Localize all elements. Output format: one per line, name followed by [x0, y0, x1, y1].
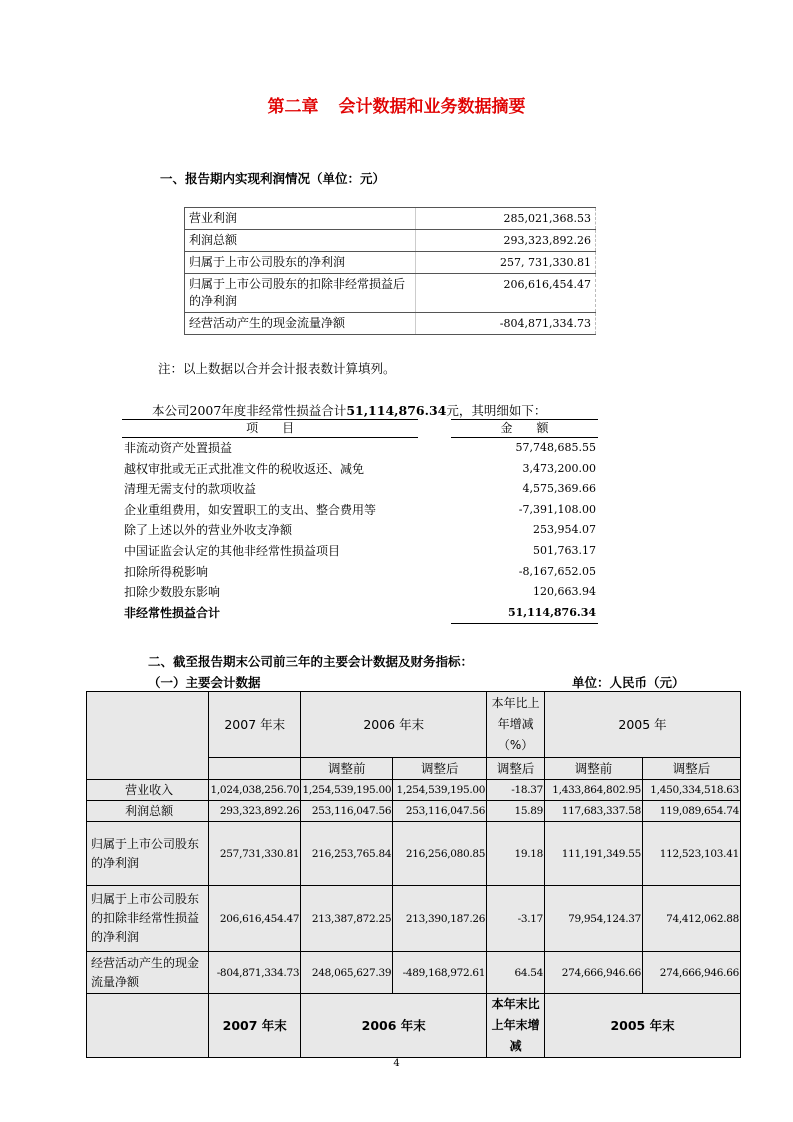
table-row: 除了上述以外的营业外收支净额 253,954.07 [124, 523, 596, 538]
table-row: 中国证监会认定的其他非经常性损益项目 501,763.17 [124, 543, 596, 558]
table-row: 归属于上市公司股东的净利润 257, 731,330.81 [185, 252, 596, 274]
subsection-heading: （一）主要会计数据 [148, 675, 261, 690]
table-row: 越权审批或无正式批准文件的税收返还、减免 3,473,200.00 [124, 461, 596, 476]
table-row: 利润总额 293,323,892.26 253,116,047.56 253,116,047.56 15.89 117,683,337.58 119,089,654.74 [87, 801, 741, 822]
table-footer-header: 2007 年末 2006 年末 本年末比上年末增减 2005 年末 [87, 994, 741, 1058]
section2-heading: 二、截至报告期末公司前三年的主要会计数据及财务指标： [148, 654, 474, 669]
table-row: 经营活动产生的现金流量净额 -804,871,334.73 248,065,627.39 -489,168,972.61 64.54 274,666,946.66 274,666,946.66 [87, 952, 741, 994]
chapter-title [0, 92, 793, 117]
table-row: 营业利润 285,021,368.53 [185, 208, 596, 230]
nonrecurring-table [122, 419, 598, 624]
table-row: 非流动资产处置损益 57,748,685.55 [124, 441, 596, 455]
table-row: 营业收入 1,024,038,256.70 1,254,539,195.00 1,254,539,195.00 -18.37 1,433,864,802.95 1,450,334,518.63 [87, 780, 741, 801]
nonrecurring-intro: 本公司2007年度非经常性损益合计51,114,876.34元，其明细如下： [152, 403, 547, 418]
table-row: 利润总额 293,323,892.26 [185, 230, 596, 252]
table-row: 扣除少数股东影响 120,663.94 [124, 585, 596, 600]
table-row: 清理无需支付的款项收益 4,575,369.66 [124, 482, 596, 497]
table-row: 归属于上市公司股东的扣除非经常性损益的净利润 206,616,454.47 213,387,872.25 213,390,187.26 -3.17 79,954,124.37 74,412,062.88 [87, 886, 741, 952]
profit-table [184, 207, 596, 335]
table-row: 归属于上市公司股东的扣除非经常损益后的净利润 206,616,454.47 [185, 274, 596, 313]
chapter-name: 会计数据和业务数据摘要 [338, 97, 526, 117]
page-number: 4 [393, 1058, 400, 1069]
section1-heading: 一、报告期内实现利润情况（单位：元） [160, 171, 386, 186]
table-header: 2007 年末 2006 年末 本年比上年增减（%） 2005 年 [87, 692, 741, 758]
chapter-number: 第二章 [267, 97, 319, 117]
table-row: 经营活动产生的现金流量净额 -804,871,334.73 [185, 313, 596, 335]
table-subheader: 调整前 调整后 调整后 调整前 调整后 [87, 757, 741, 779]
table-total-row: 非经常性损益合计 51,114,876.34 [122, 603, 598, 624]
table-row: 企业重组费用，如安置职工的支出、整合费用等 -7,391,108.00 [124, 502, 596, 517]
note: 注：以上数据以合并会计报表数计算填列。 [158, 361, 396, 376]
table-row: 归属于上市公司股东的净利润 257,731,330.81 216,253,765.84 216,256,080.85 19.18 111,191,349.55 112,523,103.41 [87, 822, 741, 886]
table-row: 扣除所得税影响 -8,167,652.05 [124, 564, 596, 579]
table-header: 项 目 金 额 [122, 420, 598, 438]
main-accounting-table [86, 691, 741, 1058]
unit-label: 单位：人民币（元） [572, 675, 685, 690]
